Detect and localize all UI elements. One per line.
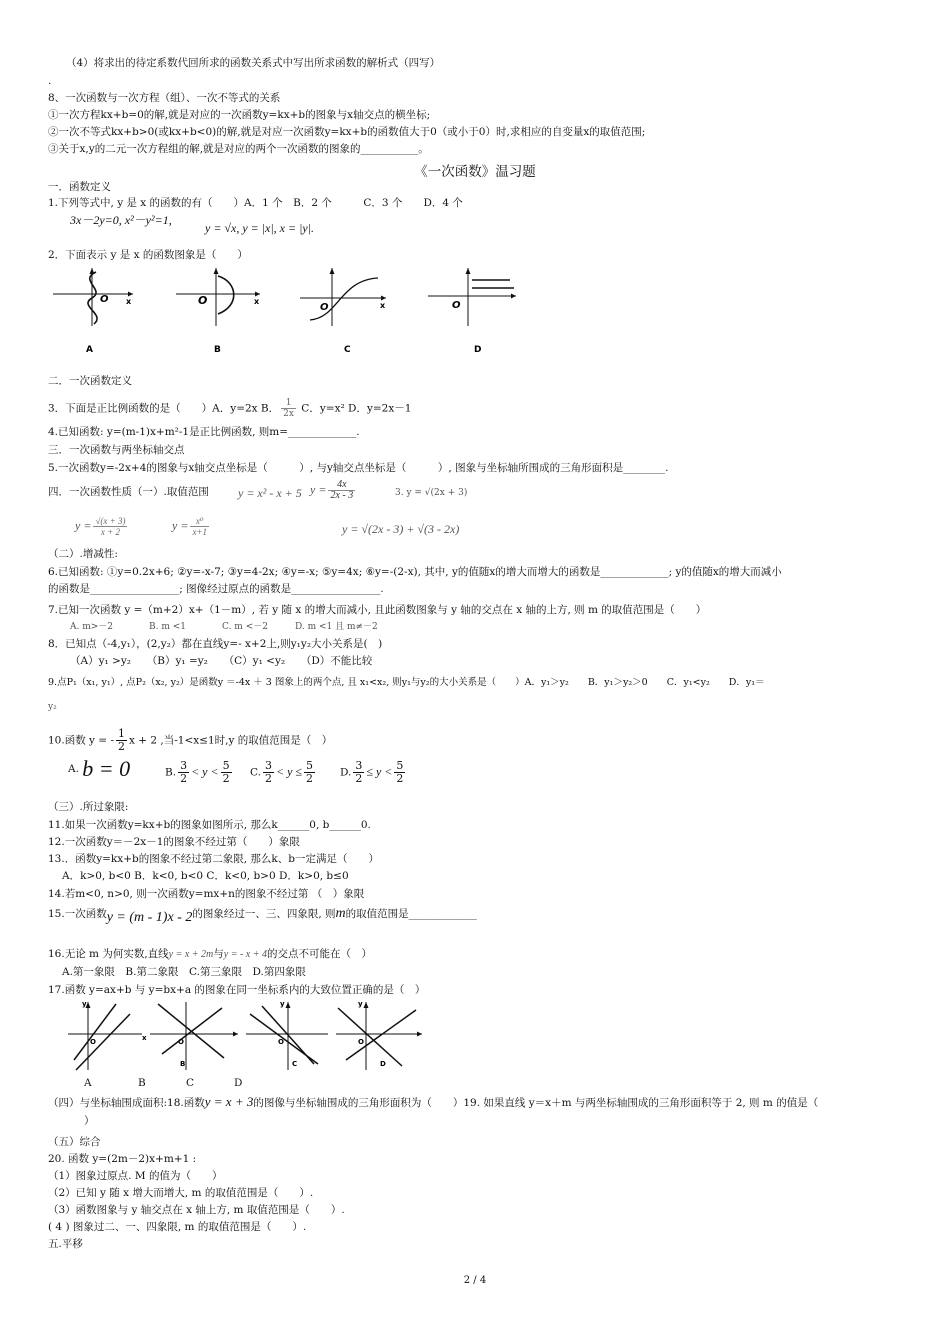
section6-heading: （五）综合	[48, 1136, 101, 1148]
question-9a: 9.点P₁（x₁, y₁）, 点P₂（x₂, y₂）是函数y ＝-4x ＋ 3 图象上的两个点, 且 x₁<x₂, 则y₁与y₂的大小关系是（ ）A．y₁＞y₂ B．y₁＞y₂＞0 C．y₁<y₂ D．y₁＝	[48, 677, 765, 688]
question-10-option-c: C. $\frac{3}{2}$ < y ≤ $\frac{5}{2}$	[250, 759, 314, 785]
q17-graph-d	[336, 1000, 422, 1070]
question-9b: y₂	[48, 702, 57, 712]
question-15: 15.一次函数y = (m - 1)x - 2的图象经过一、三、四象限, 则m的取值范围是_____________	[48, 906, 477, 925]
question-8-options: （A）y₁ >y₂ （B）y₁ =y₂ （C）y₁ <y₂ （D）不能比较	[70, 655, 373, 667]
question-10: 10.函数 y = - $\frac{1}{2}$ x + 2 ,当-1<x≤1时,y 的取值范围是（ ）	[48, 727, 333, 753]
graph-a-label: A	[86, 345, 93, 355]
question-20-4: ( 4 ) 图象过二、一、四象限, m 的取值范围是（ ）.	[48, 1221, 307, 1233]
graph-d-origin: O	[452, 300, 461, 311]
q17-graph-a	[68, 1000, 147, 1070]
range-expr-5: y = $\frac{\text{x⁰}}{x+1}$	[172, 516, 208, 537]
dot-line: .	[48, 75, 52, 87]
section1-heading: 一．函数定义	[48, 181, 111, 193]
question-3-post: C．y=x² D．y=2x－1	[297, 402, 412, 415]
question-16: 16.无论 m 为何实数,直线y = x + 2m与y = - x + 4的交点不可能在（ ）	[48, 948, 372, 960]
graph-c-label: C	[344, 345, 351, 355]
section4-heading: 四．一次函数性质（一）.取值范围	[48, 486, 209, 498]
question-5: 5.一次函数y=-2x+4的图象与x轴交点坐标是（ ）, 与y轴交点坐标是（ ）, 图象与坐标轴所围成的三角形面积是________.	[48, 462, 669, 474]
q17-a-x: x	[142, 1034, 147, 1042]
question-20-1: （1）图象过原点. M 的值为（ ）	[48, 1170, 223, 1182]
graph-a-origin: O	[100, 294, 109, 305]
graph-c-origin: O	[320, 302, 329, 313]
section4b-heading: （二）.增减性:	[48, 548, 118, 560]
section5-line: （四）与坐标轴围成面积:18.函数y = x + 3的图像与坐标轴围成的三角形面积为（ ）19. 如果直线 y＝x＋m 与两坐标轴围成的三角形面积等于 2, 则 m 的值是（	[48, 1094, 819, 1109]
question-10-option-d: D. $\frac{3}{2}$ ≤ y < $\frac{5}{2}$	[340, 759, 404, 785]
question-6a: 6.已知函数: ①y=0.2x+6; ②y=-x-7; ③y=4-2x; ④y=-x; ⑤y=4x; ⑥y=-(2-x), 其中, y的值随x的增大而增大的函数是_____________; y的值随x的增大而减小	[48, 566, 782, 578]
question-13-options: A．k>0, b<0 B．k<0, b<0 C．k<0, b>0 D．k>0, b≤0	[62, 870, 349, 882]
q17-c-label: C	[292, 1060, 298, 1068]
section5-close: ）	[84, 1115, 95, 1127]
q17-c-origin: O	[278, 1038, 284, 1046]
graph-b	[176, 268, 260, 355]
question-7: 7.已知一次函数 y =（m+2）x+（1－m）, 若 y 随 x 的增大而减小, 且此函数图象与 y 轴的交点在 x 轴的上方, 则 m 的取值范围是（ ）	[48, 604, 707, 616]
step4-line: （4）将求出的待定系数代回所求的函数关系式中写出所求函数的解析式（四写）	[66, 57, 441, 69]
graph-a	[53, 268, 133, 355]
q17-a-origin: O	[90, 1038, 96, 1046]
q17-b-label: B	[180, 1060, 186, 1068]
question-4: 4.已知函数: y=(m-1)x+m²-1是正比例函数, 则m=_____________.	[48, 426, 360, 438]
section8-item1: ①一次方程kx+b=0的解,就是对应的一次函数y=kx+b的图象与x轴交点的横坐标;	[48, 109, 431, 121]
question-3	[48, 398, 411, 419]
range-expr-6: y = √(2x - 3) + √(3 - 2x)	[342, 522, 460, 536]
section7-heading: 五.平移	[48, 1238, 83, 1250]
section2-heading: 二．一次函数定义	[48, 375, 132, 387]
q17-option-b: B	[138, 1077, 146, 1089]
graph-d	[428, 268, 516, 355]
section8-item2: ②一次不等式kx+b>0(或kx+b<0)的解,就是对应一次函数y=kx+b的函数值大于0（或小于0）时,求相应的自变量x的取值范围;	[48, 126, 646, 138]
q17-option-d: D	[234, 1077, 243, 1089]
section8-heading: 8、一次函数与一次方程（组）、一次不等式的关系	[48, 92, 281, 104]
q17-d-label: D	[380, 1060, 386, 1068]
q17-graph-c	[246, 1000, 328, 1070]
graph-c	[300, 268, 386, 355]
page-number: 2 / 4	[463, 1275, 487, 1286]
q17-a-y: y	[82, 1000, 87, 1008]
graph-a-x: x	[126, 297, 132, 306]
question-11: 11.如果一次函数y=kx+b的图象如图所示, 那么k______0, b______0.	[48, 819, 371, 831]
graph-d-label: D	[474, 345, 482, 355]
section8-item3: ③关于x,y的二元一次方程组的解,就是对应的两个一次函数的图象的___________。	[48, 143, 429, 155]
question-8: 8．已知点（-4,y₁），(2,y₂）都在直线y=- x+2上,则y₁y₂大小关系是( )	[48, 638, 383, 650]
question-1: 1.下列等式中, y 是 x 的函数的有（ ）A．1 个 B．2 个 C．3 个 D．4 个	[48, 197, 463, 209]
graph-b-origin: O	[198, 294, 208, 307]
range-expr-4: y = $\frac{√(x + 3)}{x + 2}$	[75, 516, 126, 537]
section4c-heading: （三）.所过象限:	[48, 801, 129, 813]
question-3-pre: 3．下面是正比例函数的是（ ）A．y=2x B．	[48, 402, 280, 415]
question-13: 13.．函数y=kx+b的图象不经过第二象限, 那么k、b一定满足（ ）	[48, 853, 379, 865]
question-16-options: A.第一象限 B.第二象限 C.第三象限 D.第四象限	[62, 966, 306, 978]
q17-option-c: C	[186, 1077, 195, 1089]
question-1-eq-a: 3x－2y=0, x²－y²=1,	[70, 213, 172, 227]
question-20: 20. 函数 y=(2m－2)x+m+1 :	[48, 1153, 197, 1165]
q17-option-a: A	[84, 1077, 92, 1089]
range-expr-1: y = x² - x + 5	[238, 486, 302, 500]
graph-b-x: x	[254, 297, 260, 306]
q17-d-origin: O	[358, 1038, 364, 1046]
question-10-option-a: A. b = 0	[68, 756, 131, 781]
q17-b-origin: O	[178, 1038, 184, 1046]
range-expr-2: y = $\frac{4x}{2x - 3}$	[310, 479, 354, 501]
section3-heading: 三．一次函数与两坐标轴交点	[48, 444, 185, 456]
question-17: 17.函数 y=ax+b 与 y=bx+a 的图象在同一坐标系内的大致位置正确的是（ ）	[48, 984, 426, 996]
question-10-option-b: B. $\frac{3}{2}$ < y < $\frac{5}{2}$	[165, 759, 230, 785]
graph-b-label: B	[214, 345, 221, 355]
range-expr-3: 3. y = √(2x + 3)	[395, 488, 468, 498]
q17-c-y: y	[280, 1000, 285, 1008]
question-17-graphs	[66, 1000, 436, 1072]
question-3-frac: $\frac{1}{2x}$	[283, 398, 294, 419]
page-title: 《一次函数》温习题	[414, 164, 536, 180]
question-2-graphs	[48, 268, 538, 360]
q17-graph-b	[150, 1002, 238, 1070]
question-6b: 的函数是_________________; 图像经过原点的函数是_________________.	[48, 583, 384, 595]
question-14: 14.若m<0, n>0, 则一次函数y=mx+n的图象不经过第 （ ）象限	[48, 888, 365, 900]
question-2: 2．下面表示 y 是 x 的函数图象是（ ）	[48, 249, 248, 261]
question-1-eq-b: y = √x, y = |x|, x = |y|.	[205, 221, 315, 235]
q17-d-y: y	[358, 1000, 363, 1008]
graph-c-x: x	[380, 301, 386, 310]
question-20-2: （2）已知 y 随 x 增大而增大, m 的取值范围是（ ）.	[48, 1187, 314, 1199]
question-7-options: A. m>－2 B. m <1 C. m <－2 D. m <1 且 m≠－2	[70, 622, 378, 632]
question-12: 12.一次函数y＝－2x－1的图象不经过第（ ）象限	[48, 836, 300, 848]
question-20-3: （3）函数图象与 y 轴交点在 x 轴上方, m 取值范围是（ ）.	[48, 1204, 345, 1216]
